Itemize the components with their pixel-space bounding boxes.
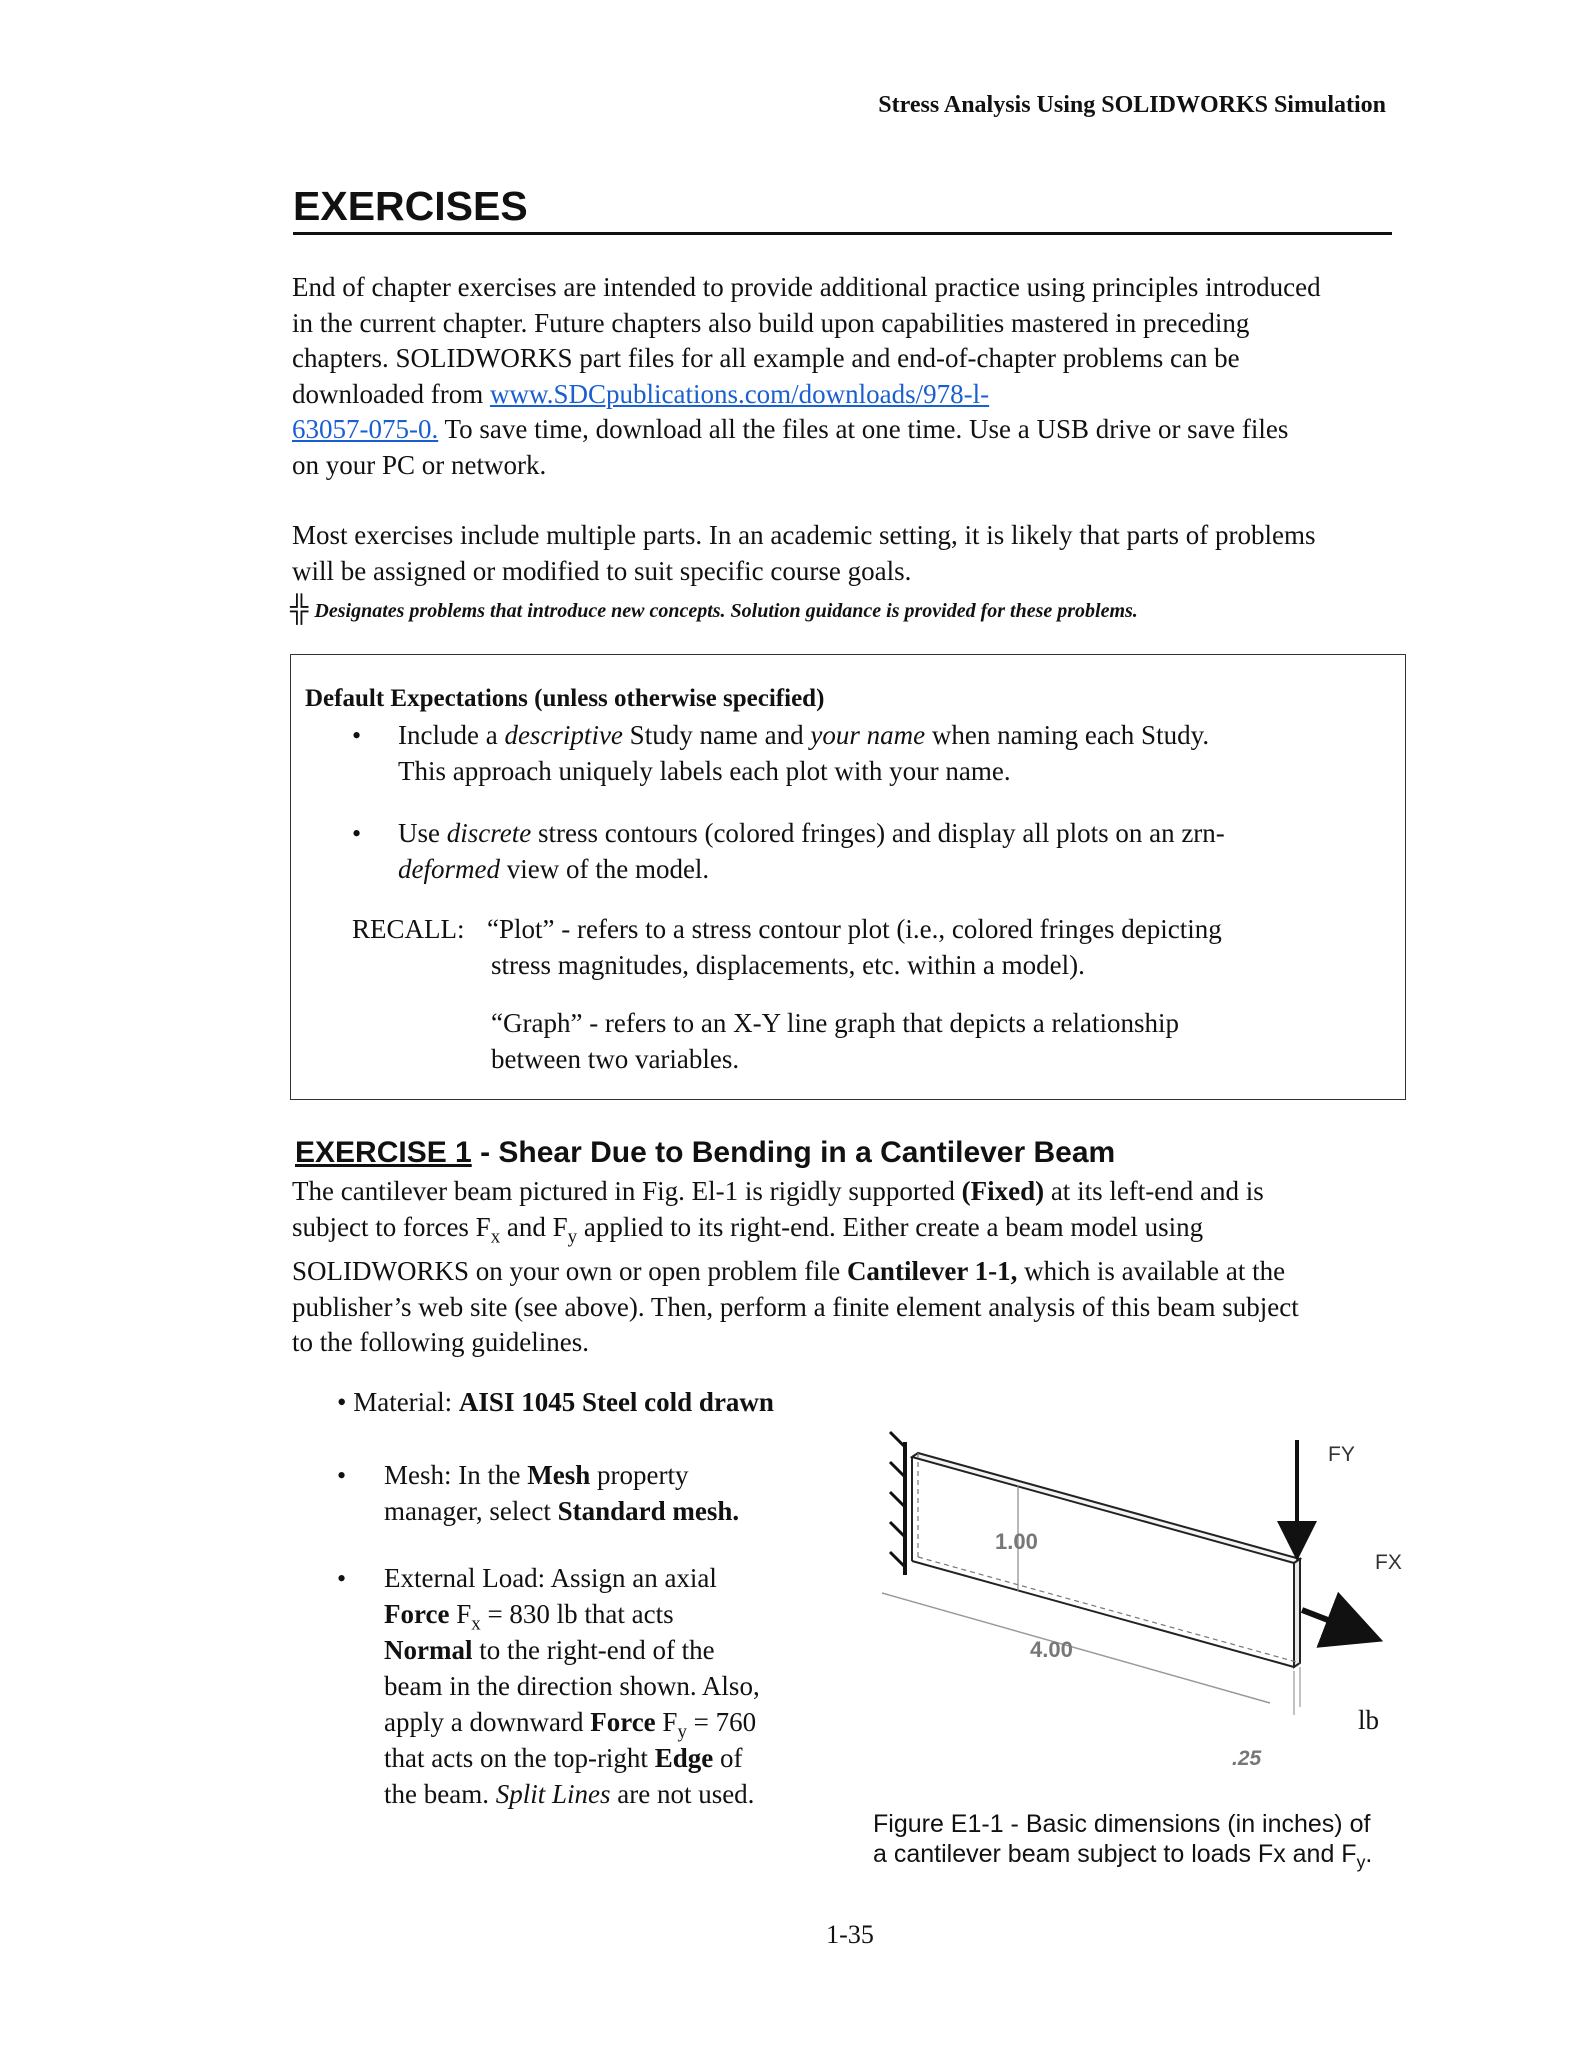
bullet: • bbox=[337, 1564, 347, 1593]
recall-label: RECALL: bbox=[352, 914, 465, 944]
height-dimension-label: 1.00 bbox=[995, 1529, 1038, 1554]
load-line-1: External Load: Assign an axial bbox=[384, 1563, 717, 1593]
exercise-1-heading bbox=[295, 1136, 1115, 1170]
load-line-7: the beam. Split Lines are not used. bbox=[384, 1779, 755, 1809]
load-line-6: that acts on the top-right Edge of bbox=[384, 1743, 743, 1773]
download-link-period[interactable]: . bbox=[431, 414, 439, 444]
load-line-3: Normal to the right-end of the bbox=[384, 1635, 715, 1665]
new-concept-text: Designates problems that introduce new concepts. Solution guidance is provided for these problems. bbox=[314, 600, 1138, 622]
download-link-part-2[interactable]: 63057-075-0 bbox=[292, 414, 432, 444]
new-concept-note bbox=[290, 594, 1138, 624]
bullet: • bbox=[337, 1461, 347, 1490]
hidden-edge bbox=[918, 1557, 1300, 1663]
force-fx-label: FX bbox=[1375, 1551, 1402, 1574]
recall-plot-line-2: stress magnitudes, displacements, etc. within a model). bbox=[491, 950, 1085, 980]
mesh-line-2: manager, select Standard mesh. bbox=[384, 1496, 740, 1526]
exercise-1-paragraph: The cantilever beam pictured in Fig. El-1 is rigidly supported (Fixed) at its left-end and is subject to forces $F_x$ and $F_y$ applied to its right-end. Either create a beam model using SOLIDWORKS on your own or open problem file Cantilever 1-1, which is available at the publisher’s web site (see above). Then, perform a finite element analysis of this beam subject to the following guidelines. bbox=[292, 1176, 1299, 1358]
load-line-4: beam in the direction shown. Also, bbox=[384, 1671, 760, 1701]
figure-caption: Figure E1-1 - Basic dimensions (in inches) of a cantilever beam subject to loads Fx and $F_y$. bbox=[873, 1810, 1373, 1872]
recall-graph-line-1: “Graph” - refers to an X-Y line graph that depicts a relationship bbox=[491, 1008, 1179, 1038]
exercise-1-label: EXERCISE 1 bbox=[295, 1136, 472, 1169]
recall-plot-line-1: “Plot” - refers to a stress contour plot (i.e., colored fringes depicting bbox=[487, 914, 1222, 944]
material-line: • Material: AISI 1045 Steel cold drawn bbox=[337, 1387, 774, 1417]
exercise-1-title: - Shear Due to Bending in a Cantilever Beam bbox=[471, 1136, 1116, 1169]
cantilever-beam-figure bbox=[860, 1425, 1410, 1770]
new-concept-icon: ╬ bbox=[290, 594, 309, 623]
section-title: EXERCISES bbox=[293, 180, 1392, 235]
length-dimension-line bbox=[882, 1593, 1270, 1703]
bullet: • bbox=[352, 721, 362, 750]
expectation-2-line-1: Use discrete stress contours (colored fringes) and display all plots on an zrn- bbox=[398, 818, 1225, 848]
page-number: 1-35 bbox=[826, 1920, 874, 1949]
expectation-2-line-2: deformed view of the model. bbox=[398, 854, 710, 884]
intro-paragraph-2: Most exercises include multiple parts. In an academic setting, it is likely that parts of problems will be assigned or modified to suit specific course goals. bbox=[292, 520, 1316, 586]
expectation-1-line-2: This approach uniquely labels each plot with your name. bbox=[398, 756, 1011, 786]
beam-outline bbox=[912, 1453, 1300, 1667]
unit-label: lb bbox=[1358, 1705, 1380, 1735]
length-dimension-label: 4.00 bbox=[1030, 1637, 1073, 1662]
support-hatch bbox=[890, 1432, 905, 1567]
force-fx-arrow bbox=[1302, 1610, 1372, 1637]
expectation-1-line-1: Include a descriptive Study name and your name when naming each Study. bbox=[398, 720, 1210, 750]
expectations-title: Default Expectations (unless otherwise specified) bbox=[305, 685, 825, 712]
recall-graph-line-2: between two variables. bbox=[491, 1044, 740, 1074]
intro-paragraph-1 bbox=[292, 270, 1322, 483]
load-line-5: apply a downward Force $F_y = 760$ bbox=[384, 1707, 757, 1743]
thickness-dimension-label: .25 bbox=[1232, 1747, 1262, 1770]
bullet: • bbox=[352, 819, 362, 848]
mesh-line-1: Mesh: In the Mesh property bbox=[384, 1460, 689, 1490]
force-fy-label: FY bbox=[1328, 1443, 1355, 1466]
load-line-2: Force $F_x = 830$ lb that acts bbox=[384, 1599, 674, 1635]
intro-text-a: End of chapter exercises are intended to provide additional practice using principles introduced in the current chapter. Future chapters also build upon capabilities mastered in preceding chapters. SOLIDWORKS part files for all example and end-of-chapter problems can be downloaded from bbox=[292, 272, 1321, 409]
intro-text-b: To save time, download all the files at one time. Use a USB drive or save files on your PC or network. bbox=[292, 414, 1289, 480]
download-link-part-1[interactable]: www.SDCpublications.com/downloads/978-l- bbox=[489, 378, 990, 409]
running-header: Stress Analysis Using SOLIDWORKS Simulation bbox=[878, 92, 1386, 118]
